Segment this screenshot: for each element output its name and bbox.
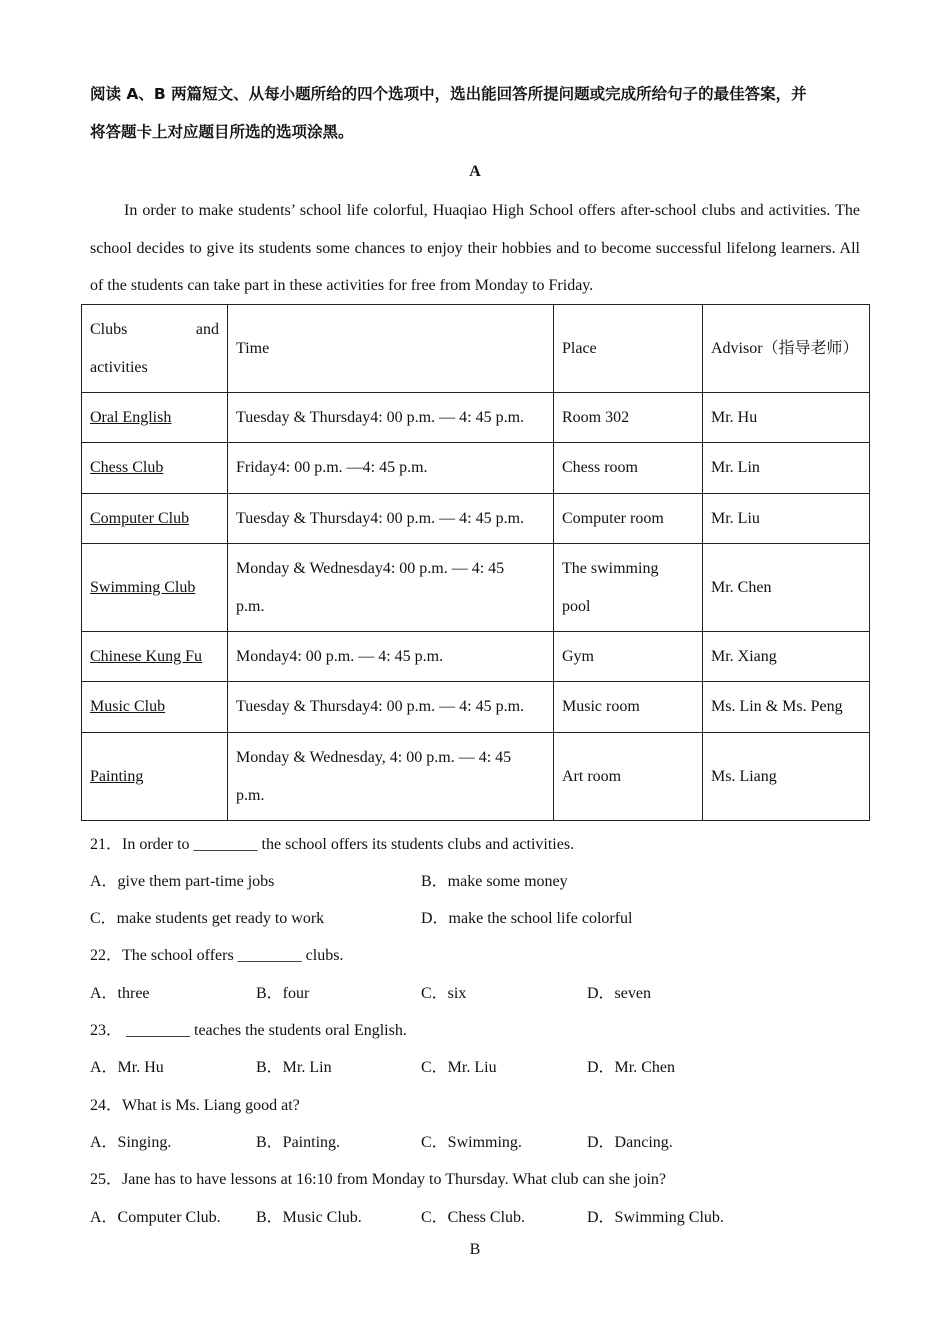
instruction-line-2: 将答题卡上对应题目所选的选项涂黑。 — [90, 123, 354, 141]
table-row — [82, 393, 870, 443]
option-22d: D．seven — [587, 985, 651, 1002]
club-name: Chinese Kung Fu — [90, 647, 202, 665]
table-row — [82, 494, 870, 544]
club-advisor: Ms. Lin & Ms. Peng — [703, 682, 870, 733]
table-row — [82, 632, 870, 682]
option-21a: A．give them part-time jobs — [90, 873, 275, 890]
option-25b: B．Music Club. — [256, 1209, 362, 1226]
question-21-stem: 21．In order to ________ the school offers its students clubs and activities. — [90, 836, 575, 853]
question-24-stem: 24．What is Ms. Liang good at? — [90, 1097, 300, 1114]
header-clubs-word: Clubs — [90, 321, 128, 338]
club-place: Art room — [554, 733, 703, 821]
club-name: Swimming Club — [90, 578, 196, 596]
club-time: Monday4: 00 p.m. — 4: 45 p.m. — [228, 632, 554, 682]
instruction-line-1: 阅读 A、B 两篇短文、从每小题所给的四个选项中，选出能回答所提问题或完成所给句子的最佳答案，并 — [90, 85, 807, 103]
table-row — [82, 544, 870, 632]
table-row — [82, 682, 870, 733]
option-22c: C．six — [421, 985, 467, 1002]
club-time: Tuesday & Thursday4: 00 p.m. — 4: 45 p.m. — [228, 393, 554, 443]
club-place: Gym — [554, 632, 703, 682]
question-22-stem: 22．The school offers ________ clubs. — [90, 947, 344, 964]
option-24d: D．Dancing. — [587, 1134, 673, 1151]
option-22a: A．three — [90, 985, 150, 1002]
club-advisor: Ms. Liang — [703, 733, 870, 821]
option-24a: A．Singing. — [90, 1134, 172, 1151]
option-22b: B．four — [256, 985, 310, 1002]
club-place: Chess room — [554, 443, 703, 494]
club-place: Music room — [554, 682, 703, 733]
option-21b: B．make some money — [421, 873, 568, 890]
club-place: Room 302 — [554, 393, 703, 443]
header-clubs — [82, 305, 228, 393]
option-24b: B．Painting. — [256, 1134, 341, 1151]
option-25a: A．Computer Club. — [90, 1209, 221, 1226]
club-time: Tuesday & Thursday4: 00 p.m. — 4: 45 p.m. — [228, 682, 554, 733]
club-place — [554, 544, 703, 632]
clubs-table — [81, 304, 870, 821]
club-name: Painting — [90, 767, 144, 785]
club-time: Tuesday & Thursday4: 00 p.m. — 4: 45 p.m. — [228, 494, 554, 544]
paragraph-text: In order to make students’ school life colorful, Huaqiao High School offers after-school clubs and activities. The school decides to give its students some chances to enjoy their hobbies and to become successful lifelong learners. All of the students can take part in these activities for free from Monday to Friday. — [90, 202, 860, 294]
option-21c: C．make students get ready to work — [90, 910, 325, 927]
club-place: Computer room — [554, 494, 703, 544]
club-place-line-2: pool — [562, 597, 591, 615]
club-name: Chess Club — [90, 459, 164, 477]
section-b-title: B — [469, 1241, 481, 1258]
club-time-line-1: Monday & Wednesday4: 00 p.m. — 4: 45 — [236, 560, 505, 577]
club-time-line-2: p.m. — [236, 786, 265, 804]
option-24c: C．Swimming. — [421, 1134, 522, 1151]
club-advisor: Mr. Hu — [703, 393, 870, 443]
option-25d: D．Swimming Club. — [587, 1209, 724, 1226]
header-activities-word: activities — [90, 358, 148, 376]
club-time-line-2: p.m. — [236, 597, 265, 615]
option-23d: D．Mr. Chen — [587, 1059, 676, 1076]
option-23a: A．Mr. Hu — [90, 1059, 164, 1076]
club-advisor: Mr. Chen — [703, 544, 870, 632]
club-time — [228, 733, 554, 821]
table-row — [82, 443, 870, 494]
question-25-stem: 25．Jane has to have lessons at 16:10 from Monday to Thursday. What club can she join? — [90, 1171, 667, 1188]
table-row — [82, 733, 870, 821]
header-advisor: Advisor（指导老师） — [703, 305, 870, 393]
option-25c: C．Chess Club. — [421, 1209, 526, 1226]
club-name: Music Club — [90, 698, 166, 716]
club-time-line-1: Monday & Wednesday, 4: 00 p.m. — 4: 45 — [236, 749, 512, 766]
table-header-row — [82, 305, 870, 393]
option-21d: D．make the school life colorful — [421, 910, 633, 927]
club-advisor: Mr. Xiang — [703, 632, 870, 682]
header-and-word: and — [195, 321, 219, 338]
club-time: Friday4: 00 p.m. —4: 45 p.m. — [228, 443, 554, 494]
club-time — [228, 544, 554, 632]
section-a-title: A — [469, 163, 481, 180]
header-place: Place — [554, 305, 703, 393]
club-advisor: Mr. Liu — [703, 494, 870, 544]
club-name: Computer Club — [90, 509, 190, 527]
club-name: Oral English — [90, 408, 172, 426]
option-23c: C．Mr. Liu — [421, 1059, 497, 1076]
club-advisor: Mr. Lin — [703, 443, 870, 494]
section-a-paragraph — [90, 192, 860, 305]
header-time: Time — [228, 305, 554, 393]
question-23-stem: 23． ________ teaches the students oral English. — [90, 1022, 407, 1039]
club-place-line-1: The swimming — [562, 560, 659, 577]
option-23b: B．Mr. Lin — [256, 1059, 332, 1076]
